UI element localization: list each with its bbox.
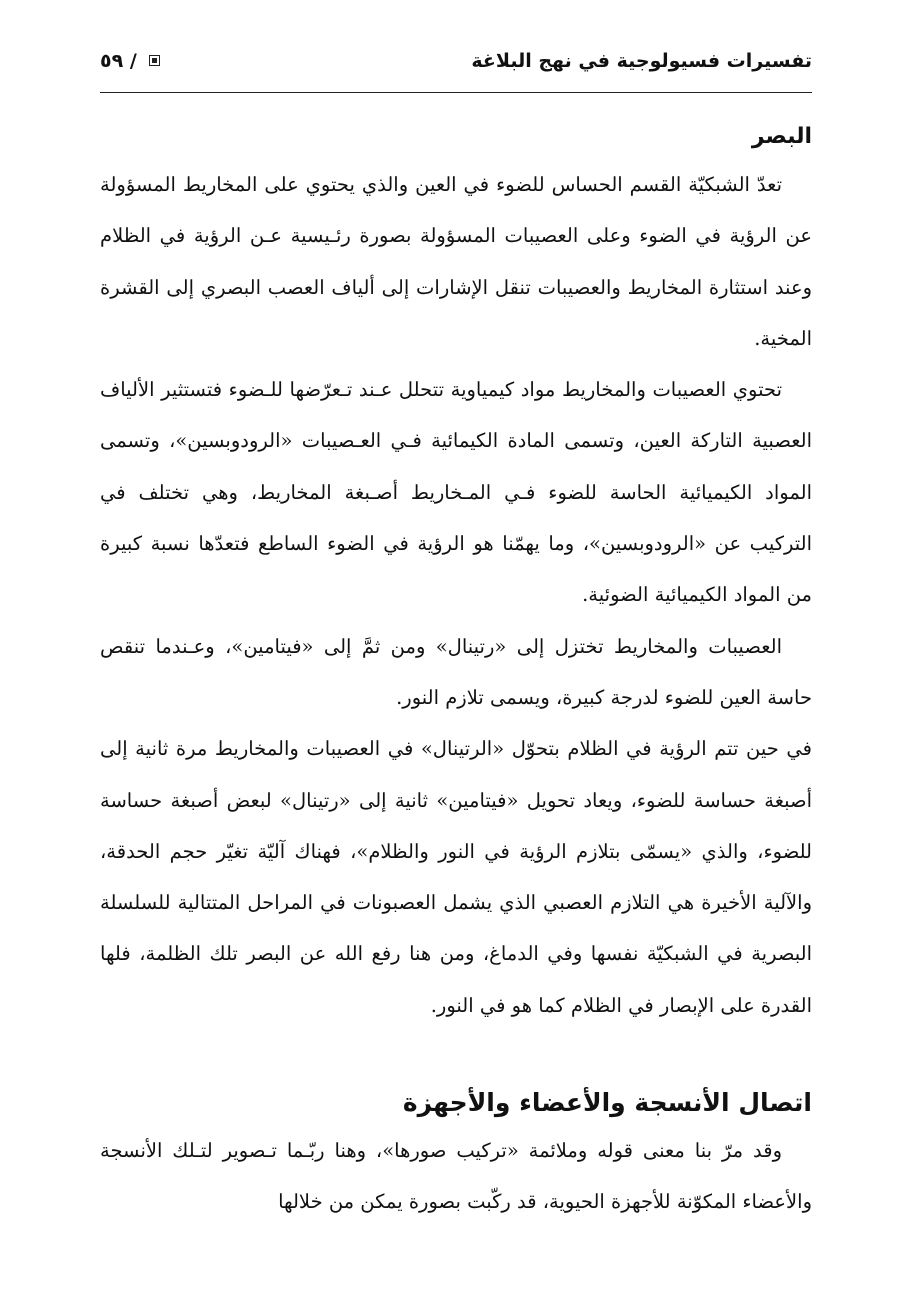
- page-number: ٥٩: [100, 50, 124, 72]
- paragraph: العصيبات والمخاريط تختزل إلى «رتينال» ومن ثمَّ إلى «فيتامين»، وعـندما تنقص حاسة العين للضوء لدرجة كبيرة، ويسمى تلازم النور.: [100, 634, 812, 709]
- paragraph: تعدّ الشبكيّة القسم الحساس للضوء في العين والذي يحتوي على المخاريط المسؤولة عن الرؤية في الضوء وعلى العصيبات المسؤولة بصورة رئـيسية عـن الرؤية في الظلام وعند استثارة المخاريط والعصيبات تنقل الإشارات إلى ألياف العصب البصري إلى القشرة المخية.: [100, 173, 812, 350]
- page-number-block: ٥٩ /: [100, 50, 166, 72]
- book-page: [100, 40, 812, 1300]
- section-heading-vision: البصر: [751, 124, 812, 149]
- book-title: تفسيرات فسيولوجية في نهج البلاغة: [471, 50, 812, 72]
- page-marker-icon: [149, 55, 160, 66]
- paragraph: في حين تتم الرؤية في الظلام بتحوّل «الرتينال» في العصيبات والمخاريط مرة ثانية إلى أصبغة حساسة للضوء، ويعاد تحويل «فيتامين» ثانية إلى «رتينال» لبعض أصبغة حساسة للضوء، والذي «يسمّى بتلازم الرؤية في النور والظلام»، فهناك آليّة تغيّر حجم الحدقة، والآلية الأخيرة هي التلازم العصبي الذي يشمل العصبونات في المراحل المتتالية للسلسلة البصرية في الشبكيّة نفسها وفي الدماغ، ومن هنا رفع الله عن البصر تلك الظلمة، فلها القدرة على الإبصار في الظلام كما هو في النور.: [100, 737, 812, 1017]
- paragraph: وقد مرّ بنا معنى قوله وملائمة «تركيب صورها»، وهنا ربّـما تـصوير لتـلك الأنسجة والأعضاء المكوّنة للأجهزة الحيوية، قد ركّبت بصورة يمكن من خلالها: [100, 1139, 812, 1214]
- section-heading-tissues: اتصال الأنسجة والأعضاء والأجهزة: [402, 1088, 812, 1118]
- paragraph: تحتوي العصيبات والمخاريط مواد كيمياوية تتحلل عـند تـعرّضها للـضوء فتستثير الألياف العصبية التاركة العين، وتسمى المادة الكيمائية فـي العـصيبات «الرودوبسين»، وتسمى المواد الكيميائية الحاسة للضوء فـي المـخاريط أصـبغة المخاريط، وهي تختلف في التركيب عن «الرودوبسين»، وما يهمّنا هو الرؤية في الضوء الساطع فتعدّها نسبة كبيرة من المواد الكيميائية الضوئية.: [100, 378, 812, 607]
- running-header: [100, 40, 812, 93]
